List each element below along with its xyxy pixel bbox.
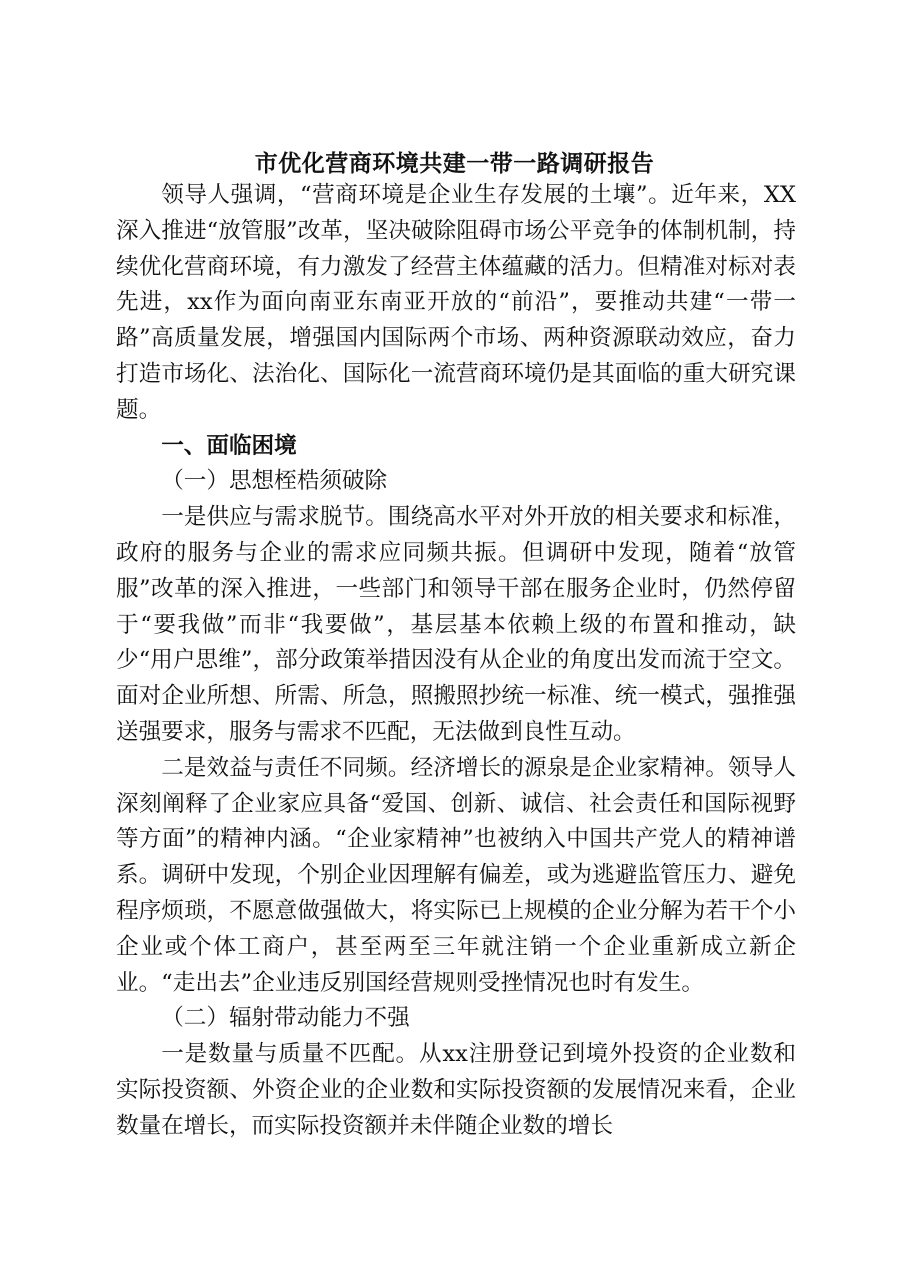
paragraph-supply-demand: 一是供应与需求脱节。围绕高水平对外开放的相关要求和标准，政府的服务与企业的需求应同频共振。但调研中发现，随着“放管服”改革的深入推进，一些部门和领导干部在服务企业时，仍然停留于“要我做”而非“我要做”，基层基本依赖上级的布置和推动，缺少“用户思维”，部分政策举措因没有从企业的角度出发而流于空文。面对企业所想、所需、所急，照搬照抄统一标准、统一模式，强推强送强要求，服务与需求不匹配，无法做到良性互动。	[116, 504, 796, 745]
paragraph-benefit-responsibility: 二是效益与责任不同频。经济增长的源泉是企业家精神。领导人深刻阐释了企业家应具备“爱国、创新、诚信、社会责任和国际视野等方面”的精神内涵。“企业家精神”也被纳入中国共产党人的精神谱系。调研中发现，个别企业因理解有偏差，或为逃避监管压力、避免程序烦琐，不愿意做强做大，将实际已上规模的企业分解为若干个小企业或个体工商户，甚至两至三年就注销一个企业重新成立新企业。“走出去”企业违反别国经营规则受挫情况也时有发生。	[116, 754, 796, 996]
document-title: 市优化营商环境共建一带一路调研报告	[254, 150, 655, 177]
intro-paragraph: 领导人强调，“营商环境是企业生存发展的土壤”。近年来，XX深入推进“放管服”改革，坚决破除阻碍市场公平竞争的体制机制，持续优化营商环境，有力激发了经营主体蕴藏的活力。但精准对标对表先进，xx作为面向南亚东南亚开放的“前沿”，要推动共建“一带一路”高质量发展，增强国内国际两个市场、两种资源联动效应，奋力打造市场化、法治化、国际化一流营商环境仍是其面临的重大研究课题。	[116, 182, 796, 423]
paragraph-quantity-quality: 一是数量与质量不匹配。从xx注册登记到境外投资的企业数和实际投资额、外资企业的企业数和实际投资额的发展情况来看，企业数量在增长，而实际投资额并未伴随企业数的增长	[116, 1041, 796, 1139]
section-heading-difficulties: 一、面临困境	[161, 432, 297, 459]
document-body	[116, 178, 796, 1145]
subsection-heading-radiation: （二）辐射带动能力不强	[161, 1005, 410, 1032]
subsection-heading-mindset: （一）思想桎梏须破除	[161, 468, 388, 495]
